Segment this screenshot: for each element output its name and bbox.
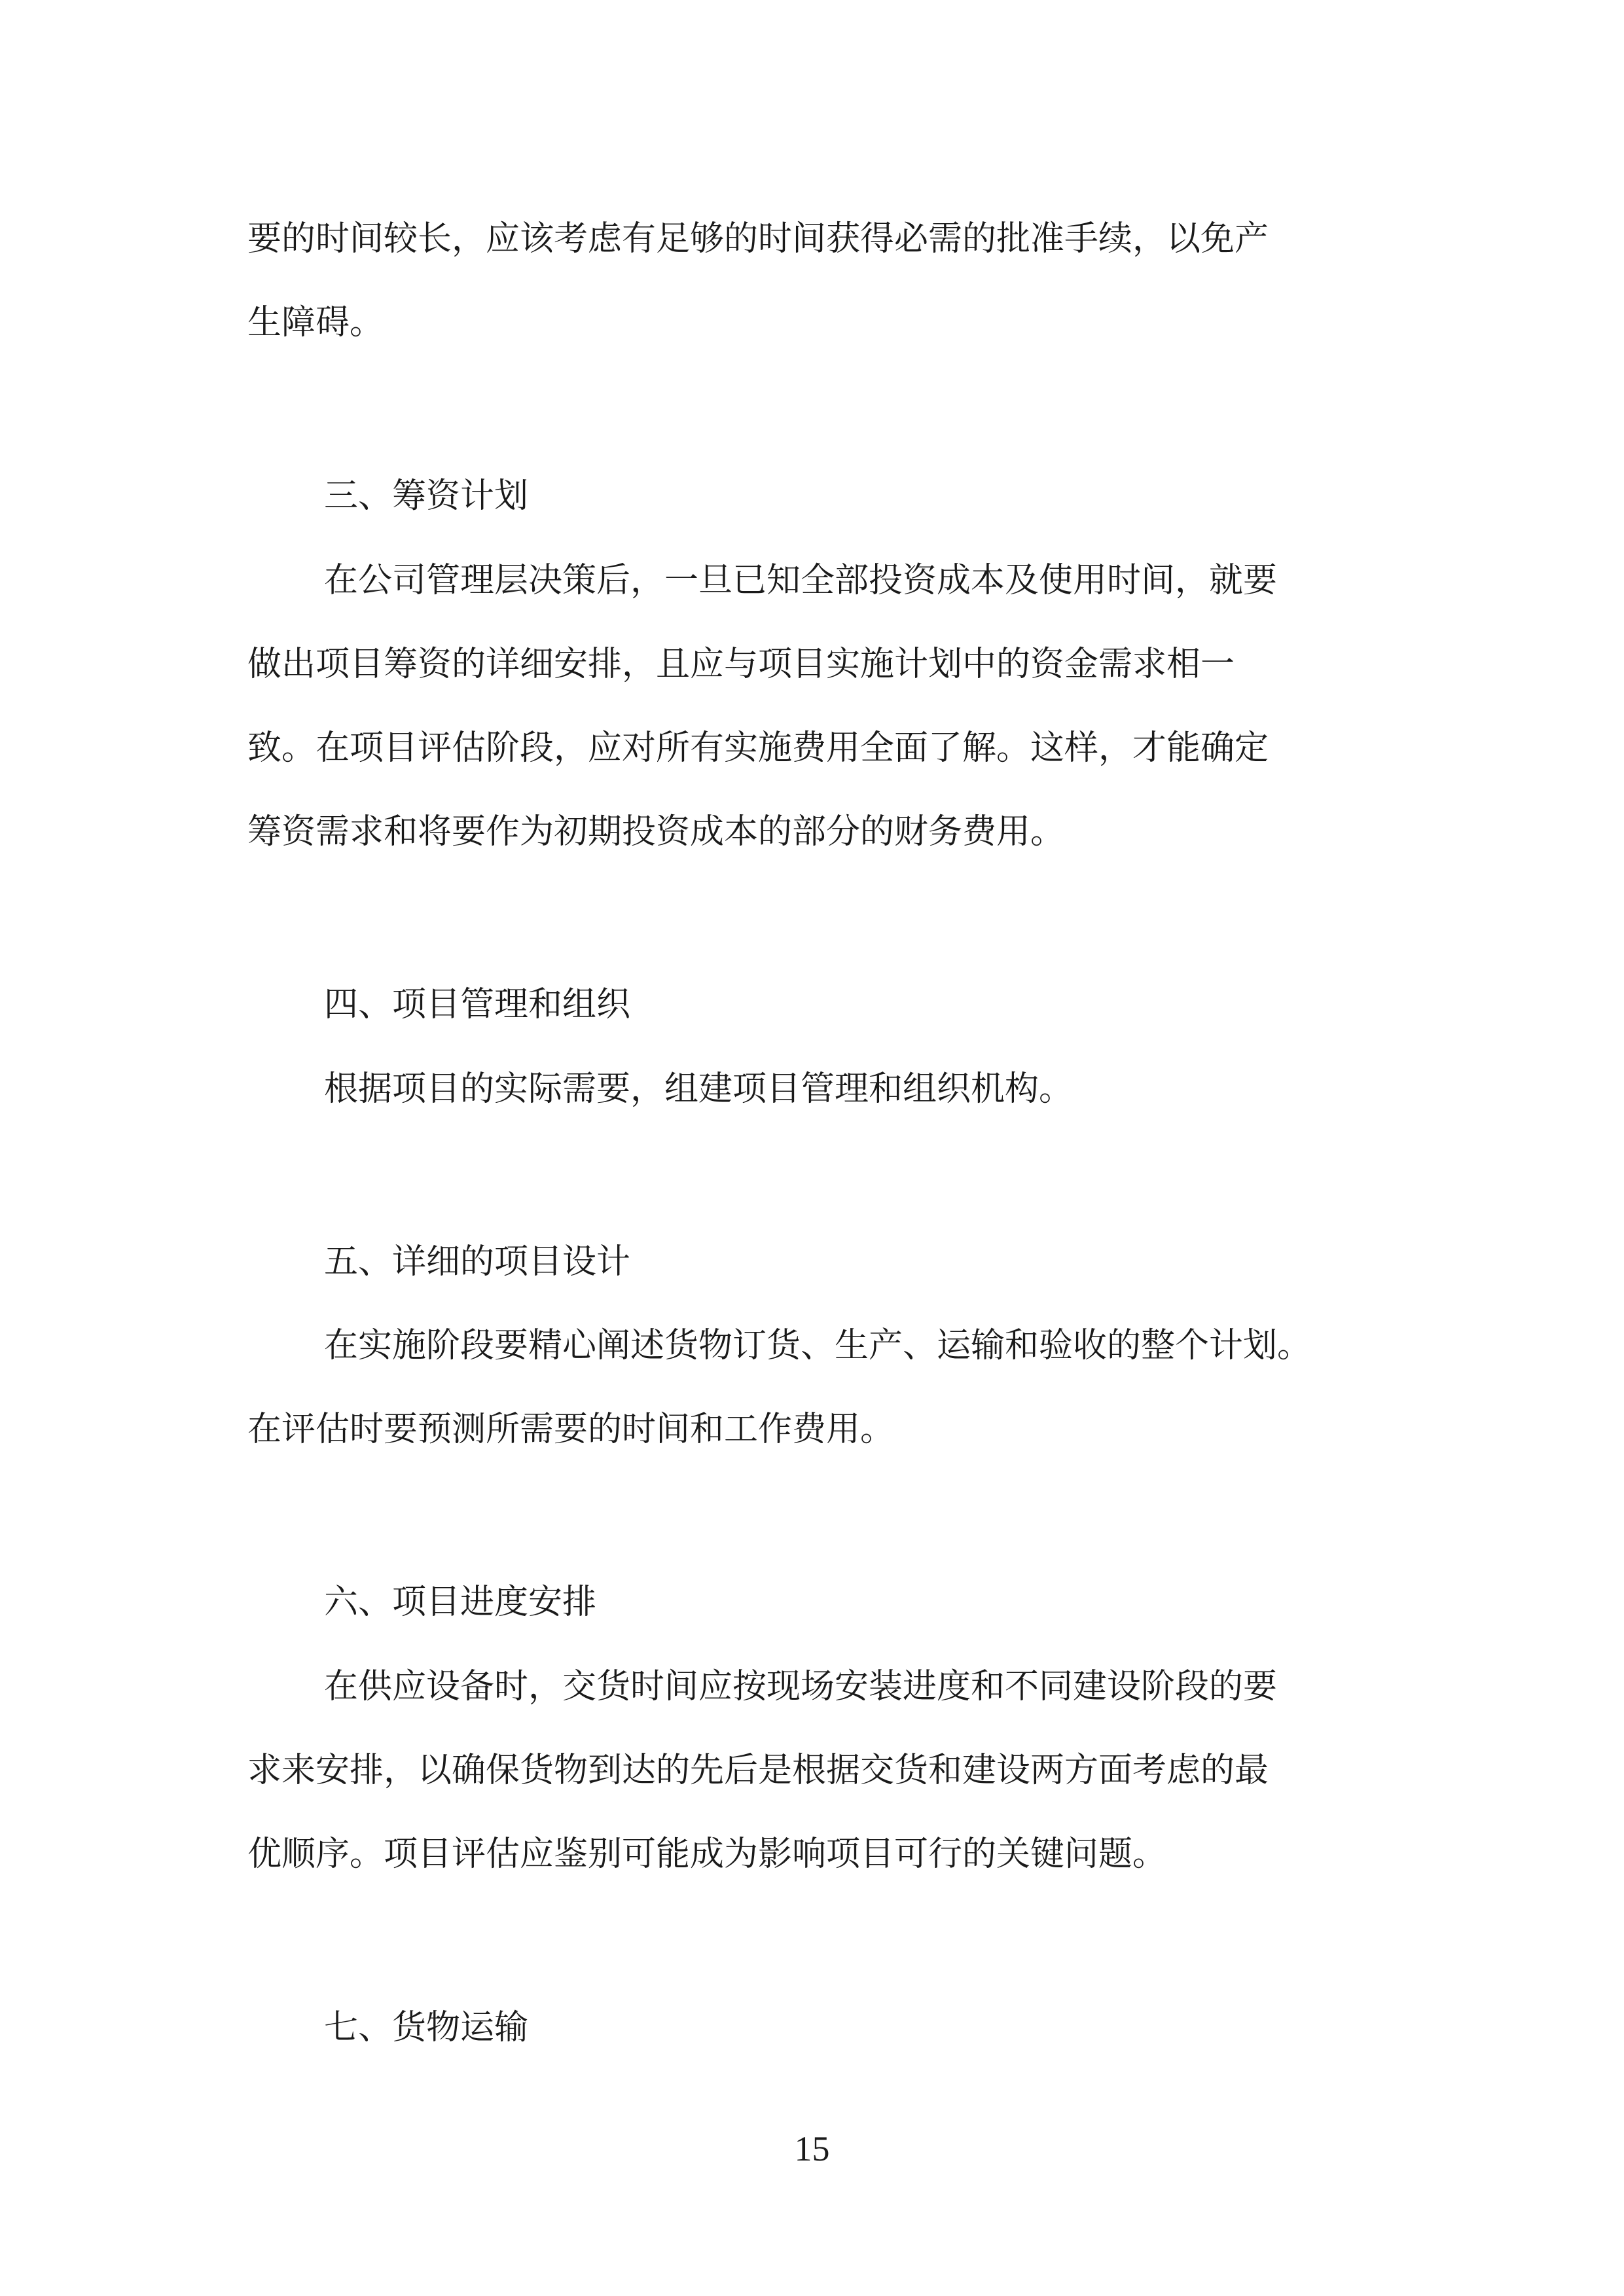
section-heading-detailed-design: 五、详细的项目设计 — [324, 1242, 631, 1282]
section-heading-financing-plan: 三、筹资计划 — [324, 476, 529, 516]
section-heading-schedule: 六、项目进度安排 — [324, 1583, 597, 1622]
paragraph-line: 求来安排，以确保货物到达的先后是根据交货和建设两方面考虑的最 — [247, 1751, 1269, 1790]
paragraph-line: 生障碍。 — [247, 303, 384, 342]
paragraph-line: 筹资需求和将要作为初期投资成本的部分的财务费用。 — [247, 812, 1065, 852]
paragraph-line: 要的时间较长，应该考虑有足够的时间获得必需的批准手续，以免产 — [247, 219, 1269, 259]
section-heading-project-management: 四、项目管理和组织 — [324, 985, 631, 1024]
paragraph-line: 在评估时要预测所需要的时间和工作费用。 — [247, 1410, 895, 1449]
paragraph-line: 在供应设备时，交货时间应按现场安装进度和不同建设阶段的要 — [324, 1667, 1278, 1706]
page-number: 15 — [794, 2129, 830, 2168]
paragraph-line: 优顺序。项目评估应鉴别可能成为影响项目可行的关键问题。 — [247, 1835, 1167, 1874]
section-heading-transport: 七、货物运输 — [324, 2008, 529, 2047]
paragraph-line: 在实施阶段要精心阐述货物订货、生产、运输和验收的整个计划。 — [324, 1326, 1312, 1365]
paragraph-line: 在公司管理层决策后，一旦已知全部投资成本及使用时间，就要 — [324, 561, 1278, 600]
paragraph-line: 致。在项目评估阶段，应对所有实施费用全面了解。这样，才能确定 — [247, 728, 1269, 768]
paragraph-line: 做出项目筹资的详细安排，且应与项目实施计划中的资金需求相一 — [247, 645, 1235, 684]
paragraph-line: 根据项目的实际需要，组建项目管理和组织机构。 — [324, 1069, 1074, 1109]
